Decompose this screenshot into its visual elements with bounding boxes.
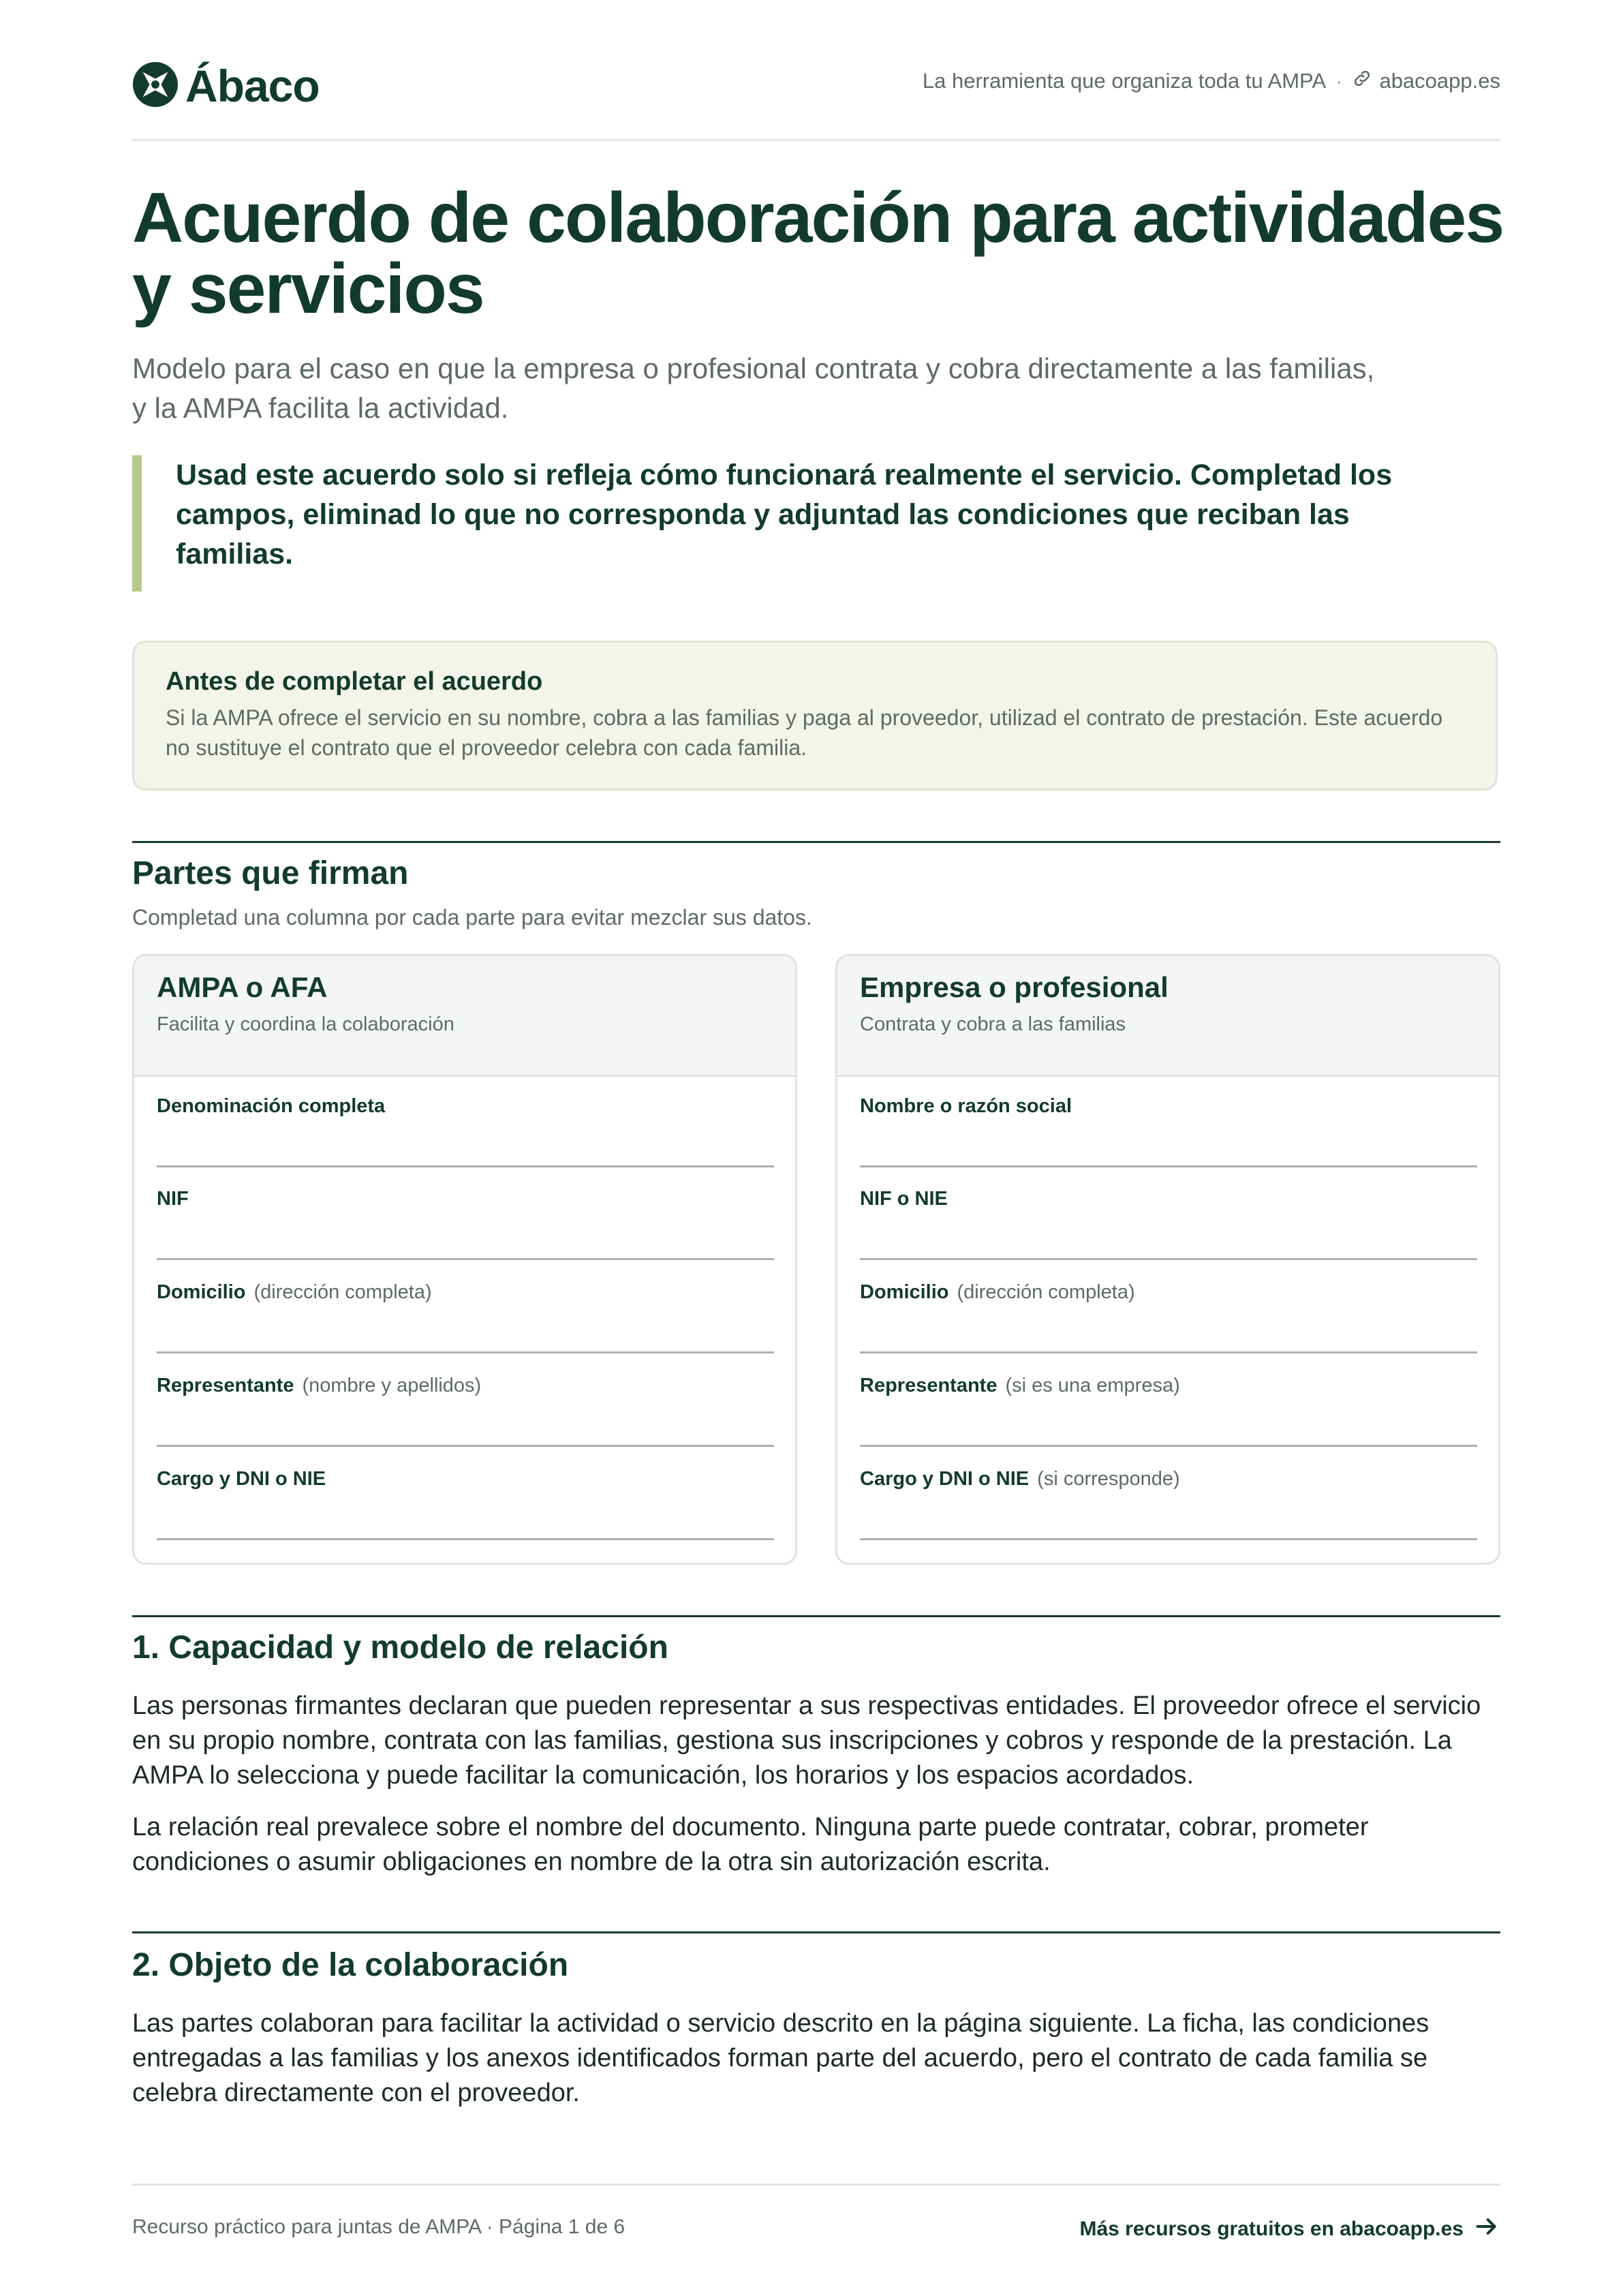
section-divider xyxy=(132,841,1500,843)
tagline-separator: · xyxy=(1335,69,1343,93)
section-1-paragraph-2: La relación real prevalece sobre el nombre del documento. Ninguna parte puede contratar, cobrar, prometer condiciones o asumir obligaciones en nombre de la otra sin autorización escrita. xyxy=(132,1813,1369,1876)
provider-card-header xyxy=(837,956,1498,1077)
field-label xyxy=(157,1188,189,1210)
ampa-name-field[interactable] xyxy=(157,1075,774,1167)
field-label-text: Representante xyxy=(157,1375,294,1396)
section-divider xyxy=(132,1931,1500,1933)
footer-page-info: Recurso práctico para juntas de AMPA · Página 1 de 6 xyxy=(132,2216,625,2238)
subtitle-line-1: Modelo para el caso en que la empresa o profesional contrata y cobra directamente a las familias, xyxy=(132,352,1375,384)
field-label-text: Domicilio xyxy=(860,1281,949,1303)
field-hint: (dirección completa) xyxy=(253,1281,432,1303)
section-1-heading: 1. Capacidad y modelo de relación xyxy=(132,1629,668,1666)
link-icon xyxy=(1352,68,1379,94)
field-label xyxy=(157,1095,385,1118)
field-label-text: Nombre o razón social xyxy=(860,1095,1072,1117)
section-2-paragraph-1: Las partes colaboran para facilitar la actividad o servicio descrito en la página siguiente. La ficha, las condiciones entregadas a las familias y los anexos identificados forman parte del acuerdo, pero el contrato de cada familia se celebra directamente con el proveedor. xyxy=(132,2009,1429,2107)
abaco-logo-icon xyxy=(132,61,179,111)
field-label-text: Cargo y DNI o NIE xyxy=(860,1468,1030,1490)
provider-party-role: Contrata y cobra a las familias xyxy=(860,1013,1126,1035)
brand-name: Ábaco xyxy=(185,61,320,111)
field-label xyxy=(860,1188,948,1210)
field-label-text: NIF o NIE xyxy=(860,1188,948,1210)
field-label xyxy=(860,1095,1072,1118)
ampa-nif-field[interactable] xyxy=(157,1167,774,1260)
notice-title: Antes de completar el acuerdo xyxy=(166,667,543,696)
field-label xyxy=(157,1375,481,1397)
field-label xyxy=(860,1375,1180,1397)
field-label xyxy=(157,1468,326,1490)
subtitle-line-2: y la AMPA facilita la actividad. xyxy=(132,392,509,424)
header-tagline xyxy=(923,68,1500,94)
ampa-representative-field[interactable] xyxy=(157,1354,774,1447)
provider-party-name: Empresa o profesional xyxy=(860,971,1169,1003)
brand[interactable] xyxy=(132,60,320,112)
page-title: Acuerdo de colaboración para actividades y servicios xyxy=(132,179,1504,328)
ampa-address-field[interactable] xyxy=(157,1261,774,1353)
section-1-paragraph-1: Las personas firmantes declaran que pueden representar a sus respectivas entidades. El proveedor ofrece el servicio en su propio nombre, contrata con las familias, gestiona sus inscripciones y cobros y responde de la prestación. La AMPA lo selecciona y puede facilitar la comunicación, los horarios y los espacios acordados. xyxy=(132,1692,1481,1790)
page-subtitle xyxy=(132,349,1427,428)
field-label-text: Denominación completa xyxy=(157,1095,386,1117)
provider-nif-field[interactable] xyxy=(860,1167,1477,1260)
parties-heading: Partes que firman xyxy=(132,855,409,891)
ampa-party-name: AMPA o AFA xyxy=(157,971,328,1003)
field-label xyxy=(860,1468,1180,1490)
ampa-party-card xyxy=(132,954,797,1565)
field-hint: (nombre y apellidos) xyxy=(302,1375,482,1396)
ampa-party-role: Facilita y coordina la colaboración xyxy=(157,1013,454,1035)
section-2-heading: 2. Objeto de la colaboración xyxy=(132,1947,569,1983)
field-hint: (si corresponde) xyxy=(1037,1468,1180,1490)
field-label xyxy=(157,1281,432,1304)
provider-position-id-field[interactable] xyxy=(860,1448,1477,1540)
header-site-link[interactable]: abacoapp.es xyxy=(1379,69,1500,93)
field-hint: (dirección completa) xyxy=(957,1281,1135,1303)
field-label-text: NIF xyxy=(157,1188,189,1210)
usage-callout-text: Usad este acuerdo solo si refleja cómo funcionará realmente el servicio. Completad los campos, eliminad lo que no corresponda y adjuntad las condiciones que reciban las familias. xyxy=(176,459,1393,570)
field-hint: (si es una empresa) xyxy=(1005,1375,1180,1396)
footer-resources-text: Más recursos gratuitos en abacoapp.es xyxy=(1079,2218,1464,2240)
page-footer xyxy=(132,2184,1500,2254)
ampa-card-header xyxy=(134,956,795,1077)
provider-representative-field[interactable] xyxy=(860,1354,1477,1447)
provider-address-field[interactable] xyxy=(860,1261,1477,1353)
notice-box xyxy=(132,641,1498,791)
field-label-text: Domicilio xyxy=(157,1281,246,1303)
parties-lead: Completad una columna por cada parte para evitar mezclar sus datos. xyxy=(132,905,812,930)
notice-text: Si la AMPA ofrece el servicio en su nombre, cobra a las familias y paga al proveedor, utilizad el contrato de prestación. Este acuerdo no sustituye el contrato que el proveedor celebra con cada familia. xyxy=(166,705,1443,760)
provider-party-card xyxy=(835,954,1500,1565)
page-header xyxy=(132,56,1500,141)
provider-name-field[interactable] xyxy=(860,1075,1477,1167)
field-label xyxy=(860,1281,1135,1304)
arrow-right-icon xyxy=(1464,2213,1500,2246)
usage-callout xyxy=(132,455,1436,592)
tagline-text: La herramienta que organiza toda tu AMPA xyxy=(922,69,1327,93)
field-label-text: Representante xyxy=(860,1375,998,1396)
ampa-position-id-field[interactable] xyxy=(157,1448,774,1540)
section-divider xyxy=(132,1615,1500,1617)
footer-resources-link[interactable] xyxy=(1079,2213,1500,2246)
field-label-text: Cargo y DNI o NIE xyxy=(157,1468,326,1490)
